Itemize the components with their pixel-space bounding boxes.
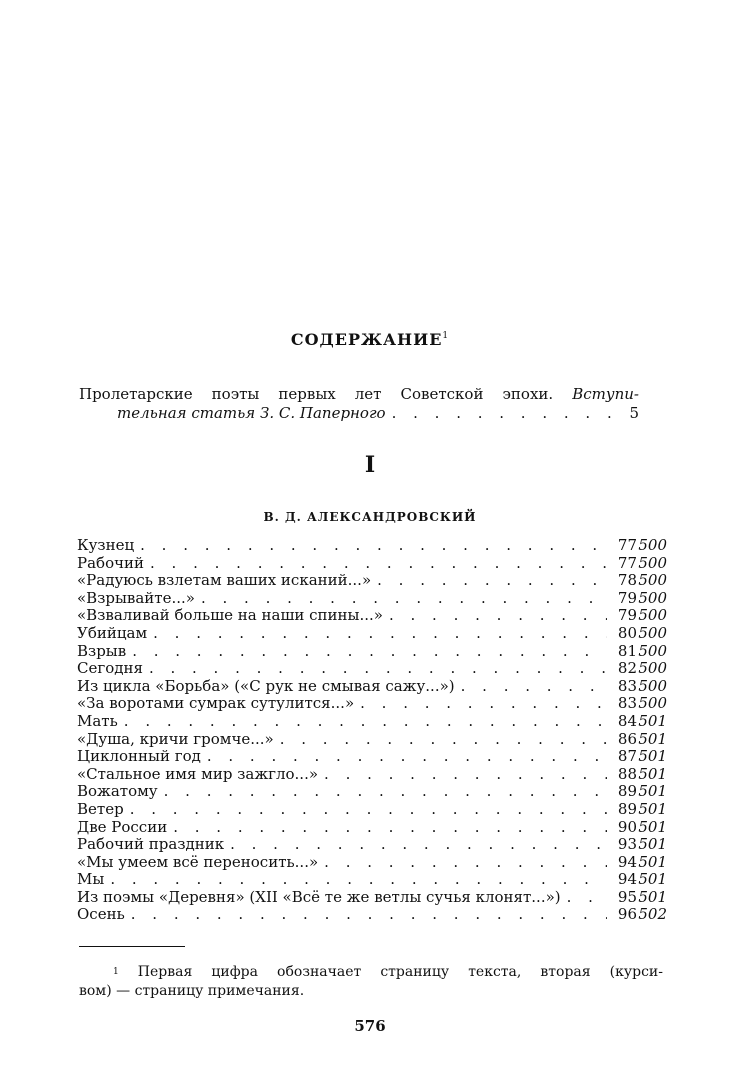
dot-leader — [224, 836, 607, 854]
entry-note-page: 500 — [638, 659, 667, 678]
entry-note-page: 500 — [638, 588, 667, 607]
entry-note-page: 501 — [638, 817, 667, 836]
intro-text-italic: Вступи- — [572, 385, 639, 403]
entry-page: 86 — [617, 729, 637, 748]
entry-note-page: 500 — [638, 641, 667, 660]
dot-leader — [125, 906, 607, 924]
entry-title: «Взрывайте...» — [77, 588, 195, 607]
entry-note-page: 501 — [638, 852, 667, 871]
entry-page: 89 — [617, 782, 637, 801]
entry-note-page: 502 — [638, 905, 667, 924]
entry-title: «Стальное имя мир зажгло...» — [77, 764, 319, 783]
entry-note-page: 500 — [638, 606, 667, 625]
toc-entry — [77, 572, 667, 590]
dot-leader — [318, 766, 607, 784]
entry-title: Взрыв — [77, 641, 127, 660]
entry-page: 83 — [617, 676, 637, 695]
toc-entry — [77, 590, 667, 608]
entry-note-page: 500 — [638, 553, 667, 572]
entry-note-page: 501 — [638, 729, 667, 748]
dot-leader — [134, 537, 607, 555]
toc-entry — [77, 537, 667, 555]
toc-entry — [77, 766, 667, 784]
entry-page: 94 — [617, 852, 637, 871]
dot-leader — [144, 555, 607, 573]
entry-title: Мы — [77, 870, 105, 889]
entry-note-page: 501 — [638, 711, 667, 730]
dot-leader — [147, 625, 607, 643]
title-text: СОДЕРЖАНИЕ — [290, 330, 443, 349]
entry-page: 88 — [617, 764, 637, 783]
entry-page: 90 — [617, 817, 637, 836]
footnote-mark: 1 — [442, 331, 450, 341]
entry-title: Мать — [77, 711, 118, 730]
toc-entry — [77, 783, 667, 801]
entry-title: Из цикла «Борьба» («С рук не смывая сажу...») — [77, 676, 455, 695]
toc-entry — [77, 801, 667, 819]
dot-leader — [118, 713, 607, 731]
footnote-mark: 1 — [113, 967, 119, 977]
toc-entry — [77, 836, 667, 854]
entry-page: 81 — [617, 641, 637, 660]
entry-page: 80 — [617, 623, 637, 642]
entry-page: 79 — [617, 588, 637, 607]
toc-entry — [77, 731, 667, 749]
section-number: I — [364, 452, 376, 478]
entry-title: Рабочий праздник — [77, 835, 225, 854]
entry-page: 79 — [617, 606, 637, 625]
entry-note-page: 501 — [638, 747, 667, 766]
entry-page: 96 — [617, 905, 637, 924]
entry-title: Убийцам — [77, 623, 148, 642]
toc-entry — [77, 660, 667, 678]
toc-entry — [77, 695, 667, 713]
intro-text: Пролетарские поэты первых лет Советской эпохи. — [79, 385, 554, 403]
dot-leader — [124, 801, 607, 819]
dot-leader — [318, 854, 607, 872]
entry-page: 77 — [617, 536, 637, 554]
footnote-line-1 — [79, 963, 663, 982]
entry-page: 84 — [617, 711, 637, 730]
toc-list — [77, 537, 667, 924]
toc-entry — [77, 871, 667, 889]
entry-note-page: 500 — [638, 536, 667, 554]
toc-entry — [77, 607, 667, 625]
footnote-rule — [79, 946, 185, 947]
entry-title: Циклонный год — [77, 747, 201, 766]
intro-entry — [79, 385, 639, 423]
dot-leader — [561, 889, 607, 907]
entry-page: 87 — [617, 747, 637, 766]
entry-page: 94 — [617, 870, 637, 889]
dot-leader — [354, 695, 607, 713]
entry-page: 93 — [617, 835, 637, 854]
entry-title: Рабочий — [77, 553, 145, 572]
entry-note-page: 501 — [638, 835, 667, 854]
dot-leader — [143, 660, 607, 678]
entry-title: Осень — [77, 905, 125, 924]
intro-line-2 — [79, 404, 639, 423]
toc-entry — [77, 854, 667, 872]
author-name: В. Д. АЛЕКСАНДРОВСКИЙ — [263, 510, 477, 524]
toc-entry — [77, 678, 667, 696]
toc-entry — [77, 889, 667, 907]
entry-title: Вожатому — [77, 782, 158, 801]
toc-entry — [77, 819, 667, 837]
footnote — [79, 963, 663, 1001]
entry-title: Ветер — [77, 799, 124, 818]
page-number: 576 — [354, 1017, 386, 1035]
entry-note-page: 501 — [638, 764, 667, 783]
entry-note-page: 501 — [638, 887, 667, 906]
dot-leader — [274, 731, 607, 749]
entry-title: Сегодня — [77, 659, 143, 678]
entry-note-page: 501 — [638, 799, 667, 818]
dot-leader — [104, 871, 607, 889]
intro-text-cont: тельная статья З. С. Паперного — [117, 404, 386, 422]
entry-title: «За воротами сумрак сутулится...» — [77, 694, 355, 713]
footnote-text: Первая цифра обозначает страницу текста, вторая (курси- — [137, 964, 663, 980]
toc-entry — [77, 748, 667, 766]
entry-title: «Радуюсь взлетам ваших исканий...» — [77, 571, 372, 590]
intro-line-1 — [79, 385, 639, 404]
page-title — [0, 330, 740, 349]
entry-page: 95 — [617, 887, 637, 906]
entry-title: Из поэмы «Деревня» (XII «Всё те же ветлы сучья клонят...») — [77, 887, 561, 906]
dot-leader — [167, 819, 607, 837]
toc-entry — [77, 713, 667, 731]
entry-title: Кузнец — [77, 536, 135, 554]
toc-entry — [77, 906, 667, 924]
entry-note-page: 500 — [638, 623, 667, 642]
entry-note-page: 500 — [638, 694, 667, 713]
dot-leader — [383, 607, 607, 625]
entry-page: 77 — [617, 553, 637, 572]
entry-title: «Душа, кричи громче...» — [77, 729, 274, 748]
dot-leader — [371, 572, 607, 590]
entry-note-page: 500 — [638, 676, 667, 695]
entry-page: 83 — [617, 694, 637, 713]
dot-leader — [158, 783, 607, 801]
dot-leader — [195, 590, 607, 608]
intro-page: 5 — [629, 404, 639, 422]
toc-entry — [77, 625, 667, 643]
entry-note-page: 500 — [638, 571, 667, 590]
entry-title: «Взваливай больше на наши спины...» — [77, 606, 383, 625]
dot-leader — [386, 404, 623, 423]
entry-title: Две России — [77, 817, 168, 836]
dot-leader — [126, 643, 607, 661]
dot-leader — [455, 678, 607, 696]
entry-page: 82 — [617, 659, 637, 678]
entry-title: «Мы умеем всё переносить...» — [77, 852, 319, 871]
entry-page: 78 — [617, 571, 637, 590]
toc-entry — [77, 555, 667, 573]
entry-note-page: 501 — [638, 870, 667, 889]
toc-entry — [77, 643, 667, 661]
dot-leader — [201, 748, 607, 766]
footnote-line-2: вом) — страницу примечания. — [79, 983, 305, 999]
entry-note-page: 501 — [638, 782, 667, 801]
entry-page: 89 — [617, 799, 637, 818]
